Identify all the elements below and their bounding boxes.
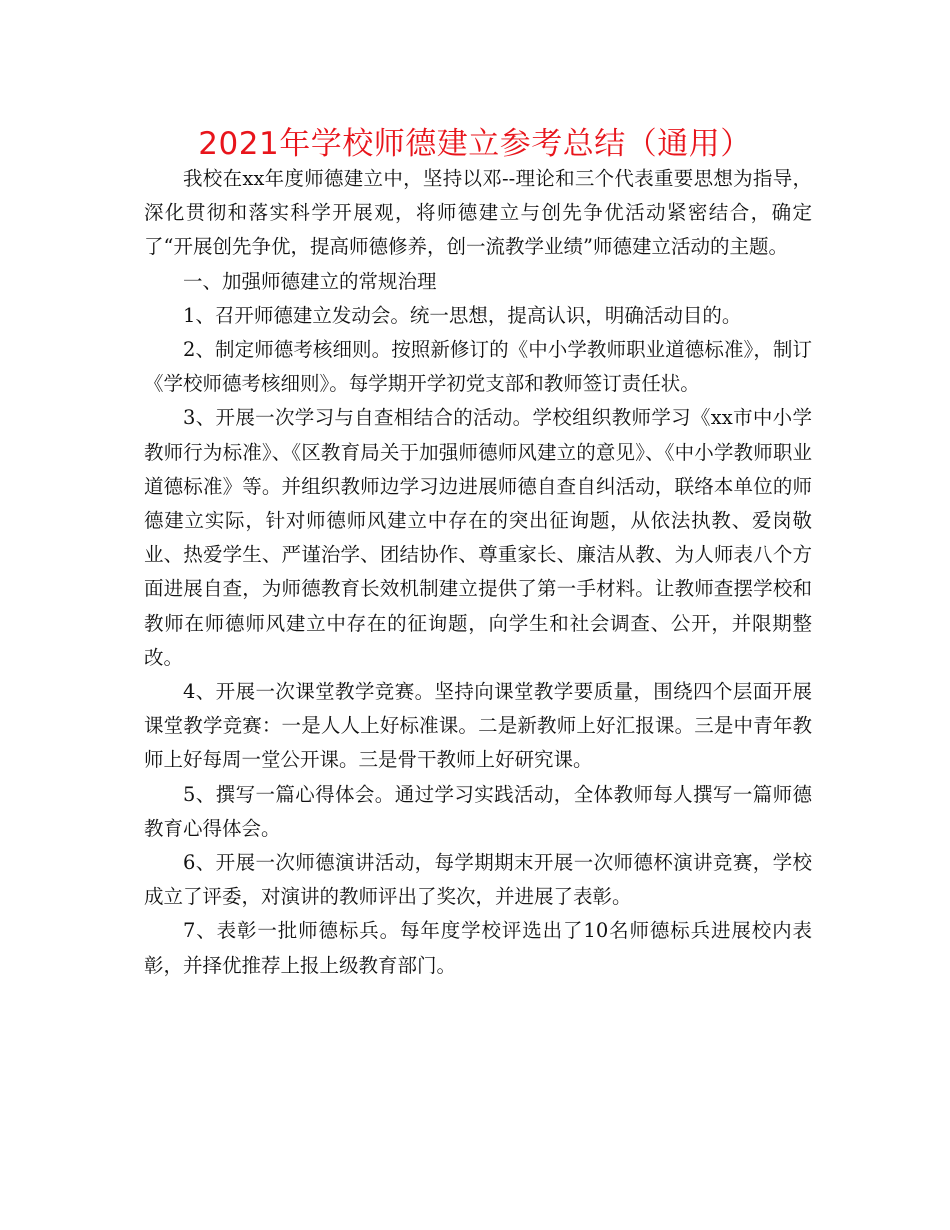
paragraph-item-2: 2、制定师德考核细则。按照新修订的《中小学教师职业道德标准》，制订《学校师德考核细则》。每学期开学初党支部和教师签订责任状。 xyxy=(144,338,812,396)
section-heading-1: 一、加强师德建立的常规治理 xyxy=(183,269,437,293)
paragraph-item-7: 7、表彰一批师德标兵。每年度学校评选出了10名师德标兵进展校内表彰，并择优推荐上报上级教育部门。 xyxy=(144,919,812,977)
paragraph-item-4: 4、开展一次课堂教学竞赛。坚持向课堂教学要质量，围绕四个层面开展课堂教学竞赛：一是人人上好标准课。二是新教师上好汇报课。三是中青年教师上好每周一堂公开课。三是骨干教师上好研究课。 xyxy=(144,680,812,772)
paragraph-item-1: 1、召开师德建立发动会。统一思想，提高认识，明确活动目的。 xyxy=(183,303,742,327)
document-body xyxy=(144,162,812,983)
document-title: 2021年学校师德建立参考总结（通用） xyxy=(198,126,752,162)
paragraph-item-3: 3、开展一次学习与自查相结合的活动。学校组织教师学习《xx市中小学教师行为标准》、《区教育局关于加强师德师风建立的意见》、《中小学教师职业道德标准》等。并组织教师边学习边进展师德自查自纠活动，联络本单位的师德建立实际，针对师德师风建立中存在的突出征询题，从依法执教、爱岗敬业、热爱学生、严谨治学、团结协作、尊重家长、廉洁从教、为人师表八个方面进展自查，为师德教育长效机制建立提供了第一手材料。让教师查摆学校和教师在师德师风建立中存在的征询题，向学生和社会调查、公开，并限期整改。 xyxy=(144,406,812,669)
paragraph-intro: 我校在xx年度师德建立中，坚持以邓--理论和三个代表重要思想为指导，深化贯彻和落实科学开展观，将师德建立与创先争优活动紧密结合，确定了“开展创先争优，提高师德修养，创一流教学业绩”师德建立活动的主题。 xyxy=(144,167,812,259)
paragraph-item-6: 6、开展一次师德演讲活动，每学期期末开展一次师德杯演讲竞赛，学校成立了评委，对演讲的教师评出了奖次，并进展了表彰。 xyxy=(144,851,812,909)
paragraph-item-5: 5、撰写一篇心得体会。通过学习实践活动，全体教师每人撰写一篇师德教育心得体会。 xyxy=(144,782,812,840)
